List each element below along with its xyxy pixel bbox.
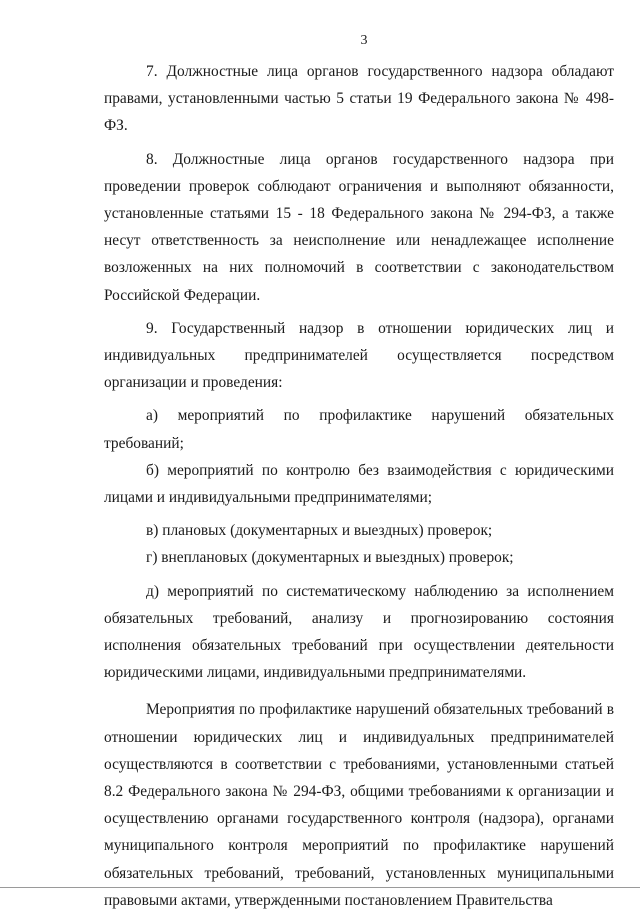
- list-item-b: б) мероприятий по контролю без взаимодействия с юридическими лицами и индивидуальными предпринимателями;: [104, 461, 614, 507]
- paragraph-8-officials-duties: 8. Должностные лица органов государственного надзора при проведении проверок соблюдают ограничения и выполняют обязанности, установленные статьями 15 - 18 Федерального закона № 294-ФЗ, а также несут ответственность за неисполнение или ненадлежащее исполнение возложенных на них полномочий в соответствии с законодательством Российской Федерации.: [104, 150, 614, 304]
- list-item-a: а) мероприятий по профилактике нарушений обязательных требований;: [104, 407, 614, 452]
- list-item-g: г) внеплановых (документарных и выездных) проверок;: [146, 549, 514, 567]
- paragraph-7-officials-rights: 7. Должностные лица органов государственного надзора обладают правами, установленными частью 5 статьи 19 Федерального закона № 498-ФЗ.: [104, 63, 614, 135]
- list-item-v: в) плановых (документарных и выездных) проверок;: [146, 522, 493, 540]
- list-item-d: д) мероприятий по систематическому наблюдению за исполнением обязательных требований, анализу и прогнозированию состояния исполнения обязательных требований при осуществлении деятельности юридическими лицами, индивидуальными предпринимателями.: [104, 582, 614, 682]
- paragraph-prevention-measures: Мероприятия по профилактике нарушений обязательных требований в отношении юридических лиц и индивидуальных предпринимателей осуществляются в соответствии с требованиями, установленными статьей 8.2 Федерального закона № 294-ФЗ, общими требованиями к организации и осуществлению органами государственного контроля (надзора), органами муниципального контроля мероприятий по профилактике нарушений обязательных требований, требований, установленных муниципальными правовыми актами, утвержденными постановлением Правительства: [104, 701, 614, 909]
- document-body: [104, 58, 614, 914]
- page-number: 3: [360, 33, 368, 48]
- paragraph-9-supervision-forms: 9. Государственный надзор в отношении юридических лиц и индивидуальных предпринимателей осуществляется посредством организации и проведения:: [104, 319, 614, 392]
- page-bottom-edge: [0, 887, 640, 888]
